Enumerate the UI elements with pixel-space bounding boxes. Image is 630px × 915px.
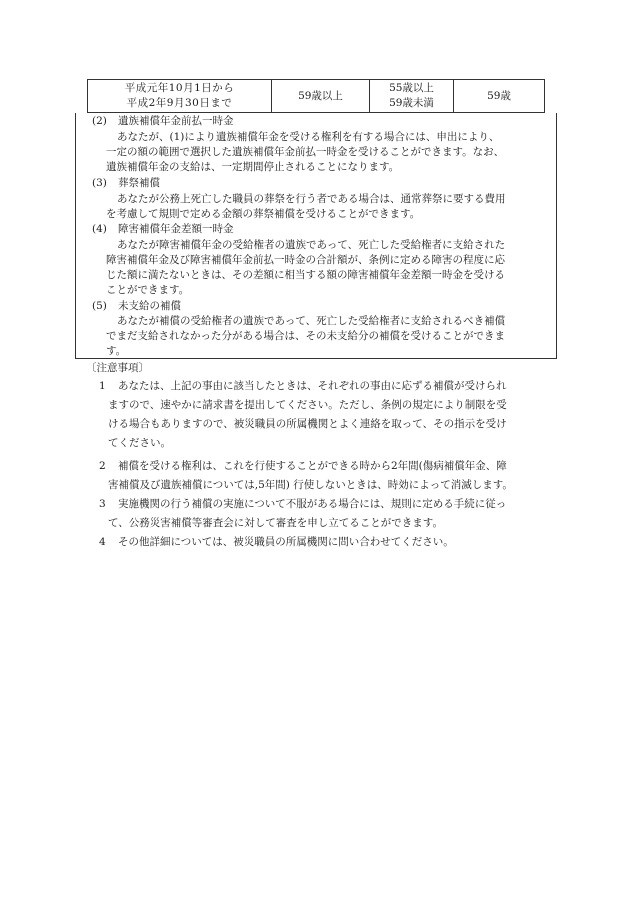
note-1-line-4: てください。: [108, 437, 171, 449]
age-table: [87, 79, 545, 113]
section-number: (2): [92, 115, 107, 127]
note-4-number: 4: [99, 536, 106, 548]
age-range-line-1: 55歳以上: [389, 82, 434, 94]
section-3-line-1: あなたが公務上死亡した職員の葬祭を行う者である場合は、通常葬祭に要する費用: [117, 193, 506, 205]
age-from-cell: 59歳以上: [272, 80, 370, 113]
age-range-line-2: 59歳未満: [389, 97, 434, 109]
section-5-line-2: でまだ支給されなかった分がある場合は、その未支給分の補償を受けることができま: [106, 330, 505, 342]
section-title: 未支給の補償: [118, 300, 181, 312]
note-1-line-3: ける場合もありますので、被災職員の所属機関とよく連絡を取って、その指示を受け: [108, 418, 507, 430]
section-4-line-2: 障害補償年金及び障害補償年金前払一時金の合計額が、条例に定める障害の程度に応: [106, 254, 505, 266]
note-2-line-2: 害補償及び遺族補償については,5年間) 行使しないときは、時効によって消滅します。: [108, 479, 513, 491]
section-title: 葬祭補償: [118, 177, 160, 189]
section-3-line-2: を考慮して規則で定める金額の葬祭補償を受けることができます。: [106, 208, 421, 220]
section-title: 遺族補償年金前払一時金: [118, 115, 234, 127]
note-3-line-1: 実施機関の行う補償の実施について不服がある場合には、規則に定める手続に従っ: [118, 498, 507, 510]
section-heading-3: [92, 176, 160, 190]
period-line-2: 平成2年9月30日まで: [126, 97, 233, 109]
section-heading-5: [92, 299, 181, 313]
section-4-line-4: ことができます。: [106, 284, 190, 296]
note-3-number: 3: [99, 498, 106, 510]
section-2-line-3: 遺族補償年金の支給は、一定期間停止されることになります。: [106, 161, 400, 173]
notes-title: 〔注意事項〕: [86, 362, 149, 374]
section-heading-4: [92, 222, 234, 236]
note-2-line-1: 補償を受ける権利は、これを行使することができる時から2年間(傷病補償年金、障: [118, 460, 507, 472]
section-4-line-3: じた額に満たないときは、その差額に相当する額の障害補償年金差額一時金を受ける: [106, 269, 505, 281]
section-5-line-1: あなたが補償の受給権者の遺族であって、死亡した受給権者に支給されるべき補償: [117, 315, 506, 327]
section-number: (5): [92, 300, 107, 312]
section-number: (3): [92, 177, 107, 189]
section-4-line-1: あなたが障害補償年金の受給権者の遺族であって、死亡した受給権者に支給された: [117, 239, 506, 251]
table-row: [88, 80, 545, 113]
period-line-1: 平成元年10月1日から: [124, 82, 235, 94]
section-number: (4): [92, 223, 107, 235]
period-cell: [88, 80, 272, 113]
section-5-line-3: す。: [106, 345, 127, 357]
note-2-number: 2: [99, 460, 106, 472]
section-2-line-1: あなたが、(1)により遺族補償年金を受ける権利を有する場合には、申出により、: [117, 131, 500, 143]
age-value-cell: 59歳: [454, 80, 545, 113]
note-1-line-1: あなたは、上記の事由に該当したときは、それぞれの事由に応ずる補償が受けられ: [118, 380, 507, 392]
note-3-line-2: て、公務災害補償等審査会に対して審査を申し立てることができます。: [108, 517, 443, 529]
section-heading-2: [92, 114, 234, 128]
age-range-cell: [370, 80, 454, 113]
section-title: 障害補償年金差額一時金: [118, 223, 234, 235]
note-4-line-1: その他詳細については、被災職員の所属機関に問い合わせてください。: [118, 536, 454, 548]
section-2-line-2: 一定の額の範囲で選択した遺族補償年金前払一時金を受けることができます。なお、: [106, 146, 505, 158]
note-1-line-2: ますので、速やかに請求書を提出してください。ただし、条例の規定により制限を受: [108, 399, 507, 411]
note-1-number: 1: [99, 380, 106, 392]
